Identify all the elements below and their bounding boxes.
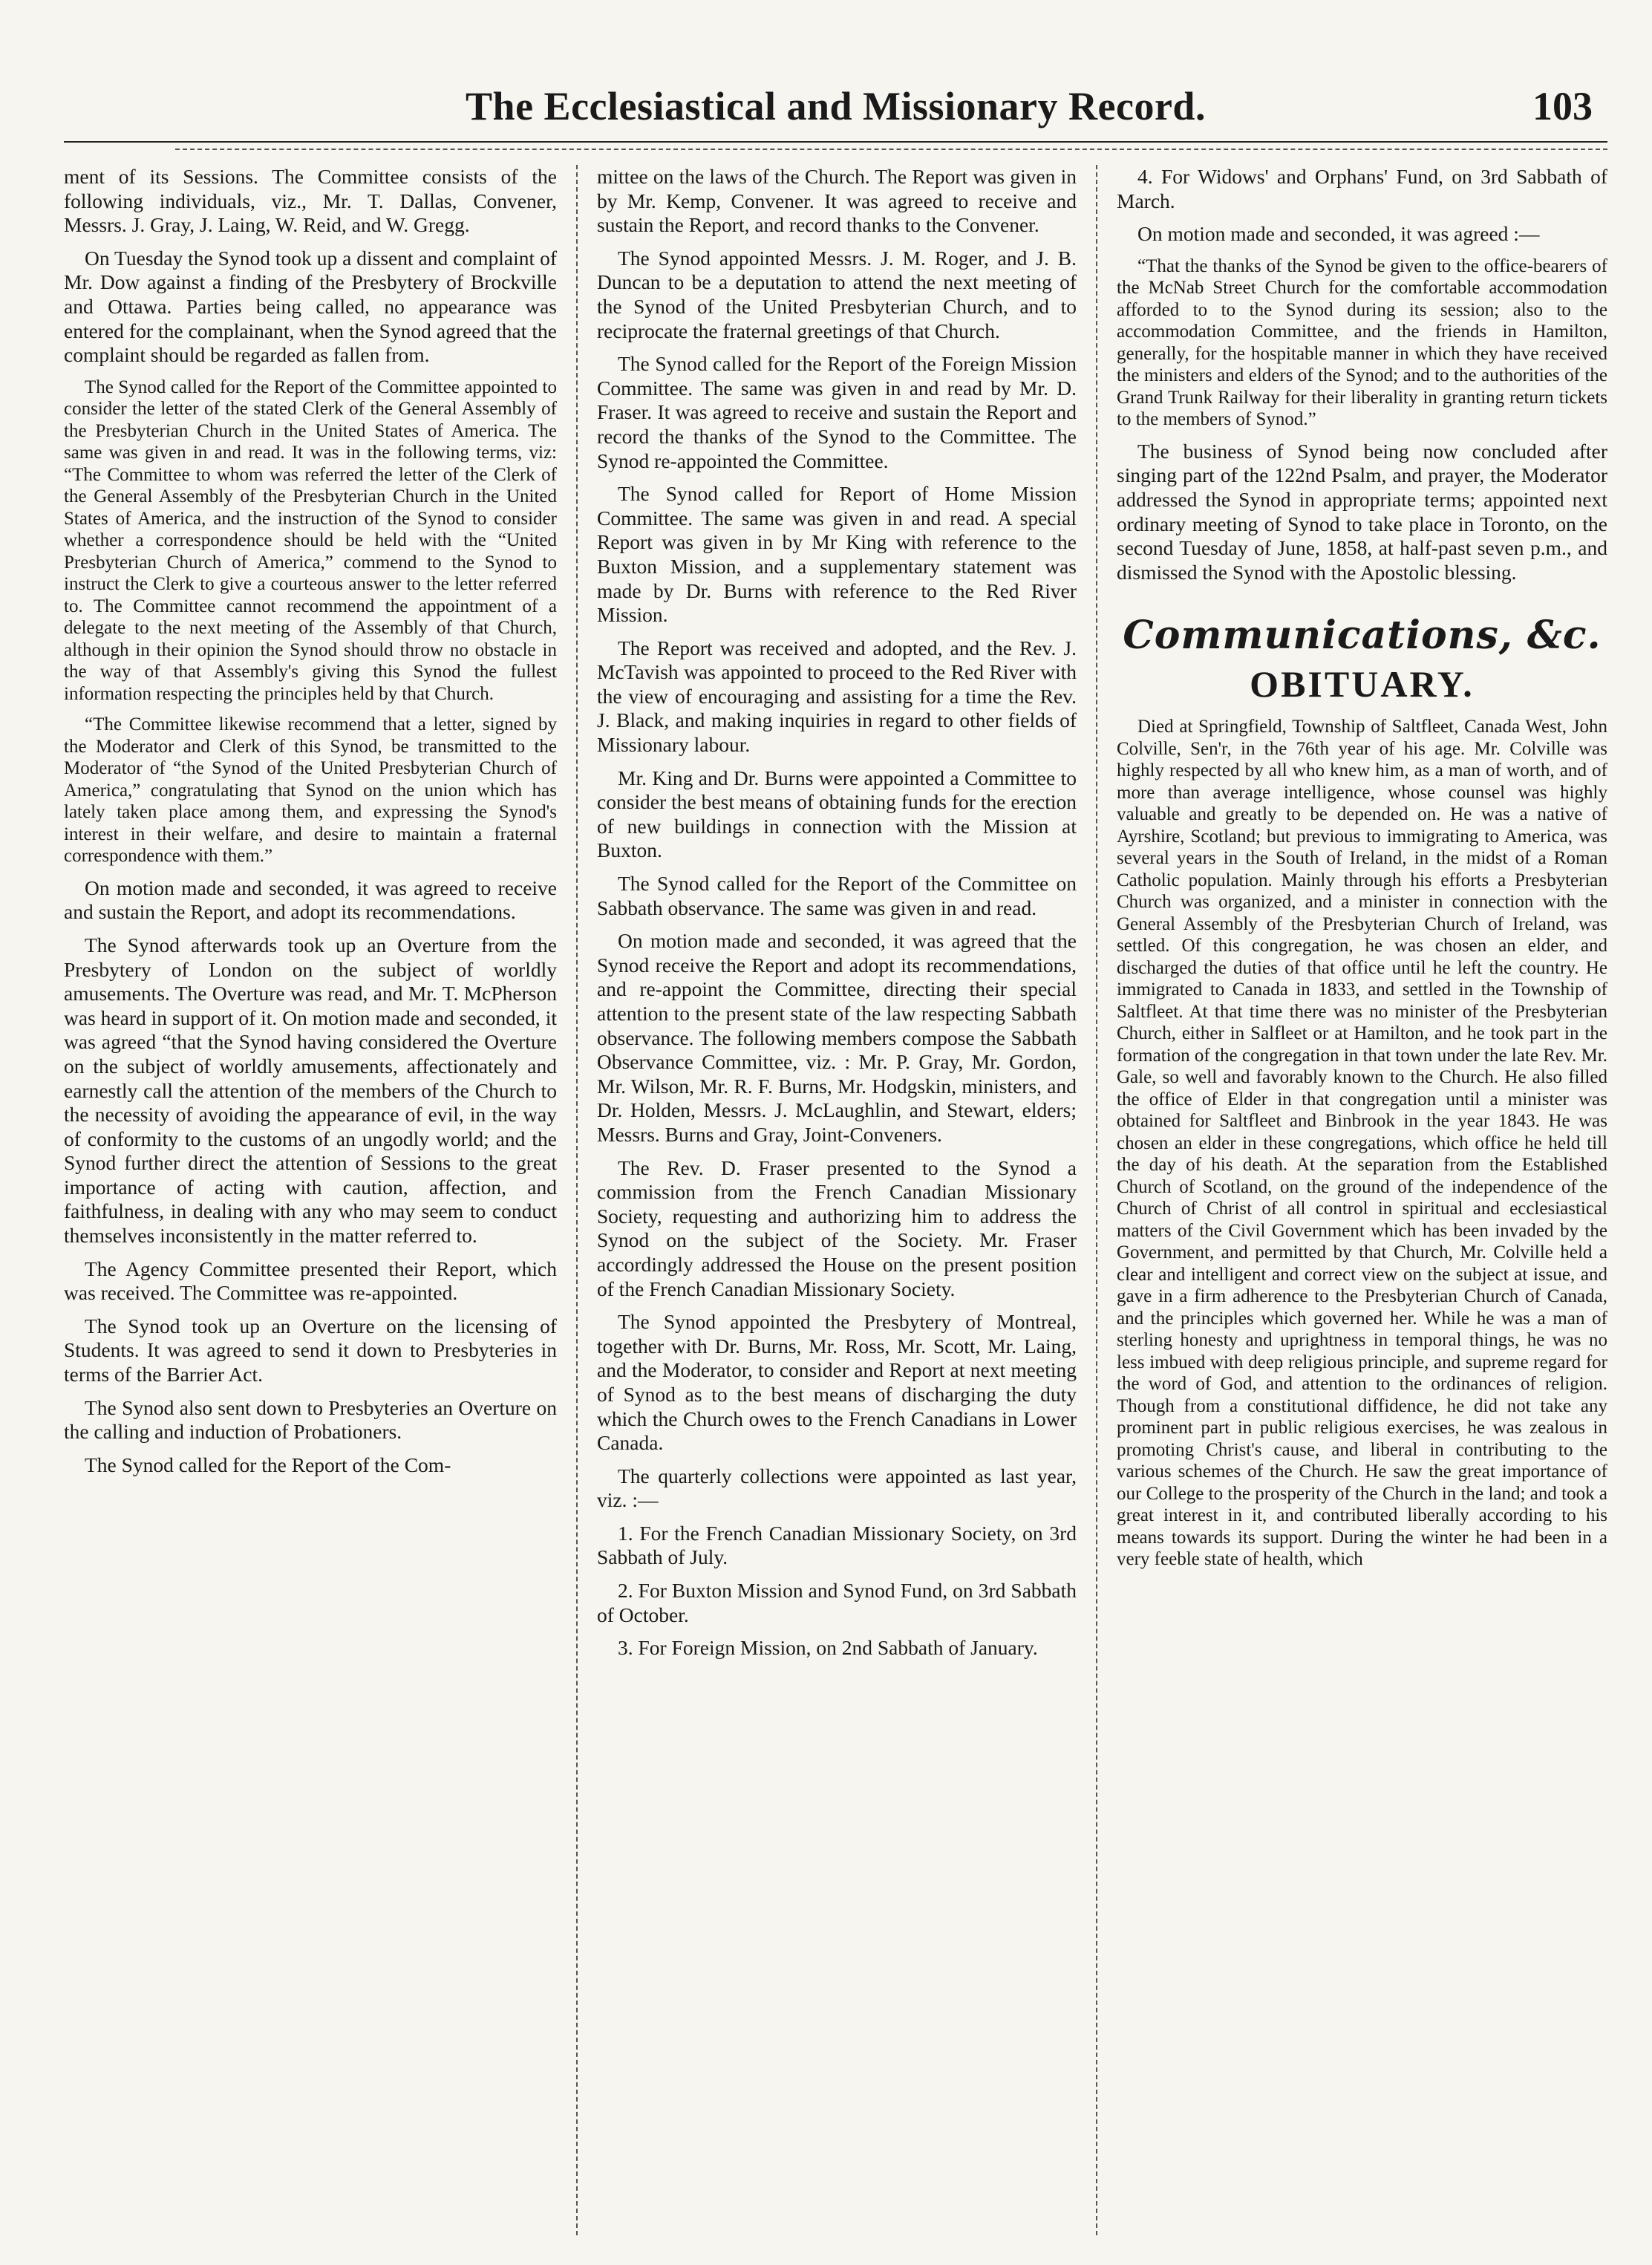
paragraph: On motion made and seconded, it was agreed that the Synod receive the Report and adopt its recommendations, and re-appoint the Committee, directing their special attention to the present state of the law respecting Sabbath observance. The following members compose the Sabbath Observance Committee, viz. : Mr. P. Gray, Mr. Gordon, Mr. Wilson, Mr. R. F. Burns, Mr. Hodgskin, ministers, and Dr. Holden, Messrs. J. McLaughlin, and Stewart, elders; Messrs. Burns and Gray, Joint-Conveners. (597, 929, 1077, 1146)
paragraph: “The Committee likewise recommend that a letter, signed by the Moderator and Clerk of this Synod, be transmitted to the Moderator of “the Synod of the United Presbyterian Church of America,” congratulating that Synod on the union which has lately taken place among them, and expressing the Synod's interest in their welfare, and desire to maintain a fraternal correspondence with them.” (64, 714, 557, 867)
page-number: 103 (1532, 84, 1593, 128)
paragraph: The business of Synod being now concluded after singing part of the 122nd Psalm, and prayer, the Moderator addressed the Synod in appropriate terms; appointed next ordinary meeting of Synod to take place in Toronto, on the second Tuesday of June, 1858, at half-past seven p.m., and dismissed the Synod with the Apostolic blessing. (1117, 439, 1607, 584)
paragraph: On motion made and seconded, it was agreed to receive and sustain the Report, and adopt its recommendations. (64, 876, 557, 924)
paragraph: “That the thanks of the Synod be given to the office-bearers of the McNab Street Church for the comfortable accommodation afforded to to the Synod during its session; also to the accommodation Committee, and the friends in Hamilton, generally, for the hospitable manner in which they have received the ministers and elders of the Synod; and to the authorities of the Grand Trunk Railway for their liberality in granting return tickets to the members of Synod.” (1117, 255, 1607, 430)
header-rule (64, 141, 1607, 143)
paragraph: mittee on the laws of the Church. The Report was given in by Mr. Kemp, Convener. It was agreed to receive and sustain the Report, and record thanks to the Convener. (597, 165, 1077, 237)
obituary-heading: OBITUARY. (1250, 663, 1475, 705)
paragraph: The Synod afterwards took up an Overture from the Presbytery of London on the subject of worldly amusements. The Overture was read, and Mr. T. McPherson was heard in support of it. On motion made and seconded, it was agreed “that the Synod having considered the Overture on the subject of worldly amusements, affectionately and earnestly call the attention of the members of the Church to the necessity of avoiding the appearance of evil, in the way of conformity to the customs of an ungodly world; and the Synod further direct the attention of Sessions to the great importance of acting with caution, affection, and faithfulness, in dealing with any who may seem to conduct themselves inconsistently in the matter referred to. (64, 933, 557, 1248)
paragraph: ment of its Sessions. The Committee consists of the following individuals, viz., Mr. T. Dallas, Convener, Messrs. J. Gray, J. Laing, W. Reid, and W. Gregg. (64, 165, 557, 237)
paragraph: The Synod took up an Overture on the licensing of Students. It was agreed to send it down to Presbyteries in terms of the Barrier Act. (64, 1314, 557, 1386)
column-right (1096, 165, 1607, 2235)
list-item: 4. For Widows' and Orphans' Fund, on 3rd Sabbath of March. (1117, 165, 1607, 212)
paragraph: The Agency Committee presented their Report, which was received. The Committee was re-appointed. (64, 1257, 557, 1305)
paragraph: The Rev. D. Fraser presented to the Synod a commission from the French Canadian Missionary Society, requesting and authorizing him to address the Synod on the subject of the Society. Mr. Fraser accordingly addressed the House on the present position of the French Canadian Missionary Society. (597, 1156, 1077, 1300)
paragraph: On Tuesday the Synod took up a dissent and complaint of Mr. Dow against a finding of the Presbytery of Brockville and Ottawa. Parties being called, no appearance was entered for the complainant, when the Synod agreed that the complaint should be regarded as fallen from. (64, 246, 557, 367)
header-dashed-rule (175, 149, 1607, 150)
paragraph: The Synod also sent down to Presbyteries an Overture on the calling and induction of Probationers. (64, 1395, 557, 1444)
paragraph: The Synod called for the Report of the Foreign Mission Committee. The same was given in and read by Mr. D. Fraser. It was agreed to receive and sustain the Report and record the thanks of the Synod to the Committee. The Synod re-appointed the Committee. (597, 352, 1077, 472)
paragraph: On motion made and seconded, it was agreed :— (1137, 222, 1540, 246)
list-item: 2. For Buxton Mission and Synod Fund, on 3rd Sabbath of October. (597, 1579, 1077, 1626)
text-columns (64, 165, 1607, 2235)
paragraph: The Synod called for Report of Home Mission Committee. The same was given in and read. A special Report was given in by Mr King with reference to the Buxton Mission, and a supplementary statement was made by Dr. Burns with reference to the Red River Mission. (597, 482, 1077, 627)
running-title: The Ecclesiastical and Missionary Record. (466, 84, 1206, 128)
column-middle (576, 165, 1096, 2235)
column-left (64, 165, 576, 2235)
paragraph: The Synod appointed the Presbytery of Montreal, together with Dr. Burns, Mr. Ross, Mr. Scott, Mr. Laing, and the Moderator, to consider and Report at next meeting of Synod as to the best means of discharging the duty which the Church owes to the French Canadians in Lower Canada. (597, 1310, 1077, 1455)
paragraph: The Synod called for the Report of the Committee on Sabbath observance. The same was given in and read. (597, 872, 1077, 919)
list-item: 3. For Foreign Mission, on 2nd Sabbath of January. (618, 1636, 1038, 1660)
paragraph: The quarterly collections were appointed as last year, viz. :— (597, 1464, 1077, 1512)
list-item: 1. For the French Canadian Missionary Society, on 3rd Sabbath of July. (597, 1521, 1077, 1569)
obituary-paragraph: Died at Springfield, Township of Saltfleet, Canada West, John Colville, Sen'r, in the 76th year of his age. Mr. Colville was highly respected by all who knew him, as a man of worth, and of more than average intelligence, whose counsel was highly valuable and greatly to be depended on. He was a native of Ayrshire, Scotland; but previous to immigrating to America, was several years in the South of Ireland, in the midst of a Roman Catholic population. Mainly through his efforts a Presbyterian Church was organized, and a minister in connection with the General Assembly of the Presbyterian Church of Ireland, was settled. Of this congregation, he was chosen an elder, and discharged the duties of that office until he left the country. He immigrated to Canada in 1833, and settled in the Township of Saltfleet. At that time there was no minister of the Presbyterian Church, either in Salfleet or at Hamilton, and he took part in the formation of the congregation in that town under the late Rev. Mr. Gale, so well and favorably known to the Church. He also filled the office of Elder in that congregation until a minister was obtained for Saltfleet and Binbrook in the year 1843. He was chosen an elder in these congregations, which office he held till the day of his death. At the separation from the Established Church of Scotland, on the ground of the independence of the Church of Christ of all control in spiritual and ecclesiastical matters of the Civil Government which has been invaded by the Government, and permitted by that Church, Mr. Colville held a clear and intelligent and correct view on the subject at issue, and gave in a firm adherence to the Presbyterian Church of Canada, and the principles which governed her. While he was a man of sterling honesty and uprightness in temporal things, he was no less imbued with deep religious principle, and supreme regard for the word of God, and attention to the ordinances of religion. Though from a constitutional diffidence, he did not take any prominent part in public religious exercises, he was zealous in promoting Christ's cause, and liberal in contributing to the various schemes of the Church. He saw the great importance of our College to the prosperity of the Church in the land; and took a great interest in it, and contributed liberally according to his means towards its support. During the winter he had been in a very feeble state of health, which (1117, 717, 1607, 1570)
paragraph: The Report was received and adopted, and the Rev. J. McTavish was appointed to proceed to the Red River with the view of encouraging and assisting for a time the Rev. J. Black, and making inquiries in regard to other fields of Missionary labour. (597, 636, 1077, 757)
paragraph: The Synod called for the Report of the Com- (85, 1453, 451, 1476)
page-header (64, 0, 1607, 141)
communications-heading: Communications, &c. (1123, 613, 1602, 659)
paragraph: The Synod appointed Messrs. J. M. Roger, and J. B. Duncan to be a deputation to attend the next meeting of the Synod of the United Presbyterian Church, and to reciprocate the fraternal greetings of that Church. (597, 246, 1077, 342)
paragraph: The Synod called for the Report of the Committee appointed to consider the letter of the stated Clerk of the General Assembly of the Presbyterian Church in the United States of America. The same was given in and read. It was in the following terms, viz: “The Committee to whom was referred the letter of the Clerk of the General Assembly of the Presbyterian Church in the United States of America, and the instruction of the Synod to consider whether a correspondence should be held with the “United Presbyterian Church of America,” commend to the Synod to instruct the Clerk to give a courteous answer to the letter referred to. The Committee cannot recommend the appointment of a delegate to the next meeting of the Assembly of that Church, although in their opinion the Synod should throw no obstacle in the way of that Assembly's giving this Synod the fullest information respecting the principles held by that Church. (64, 377, 557, 704)
paragraph: Mr. King and Dr. Burns were appointed a Committee to consider the best means of obtaining funds for the erection of new buildings in connection with the Mission at Buxton. (597, 766, 1077, 862)
